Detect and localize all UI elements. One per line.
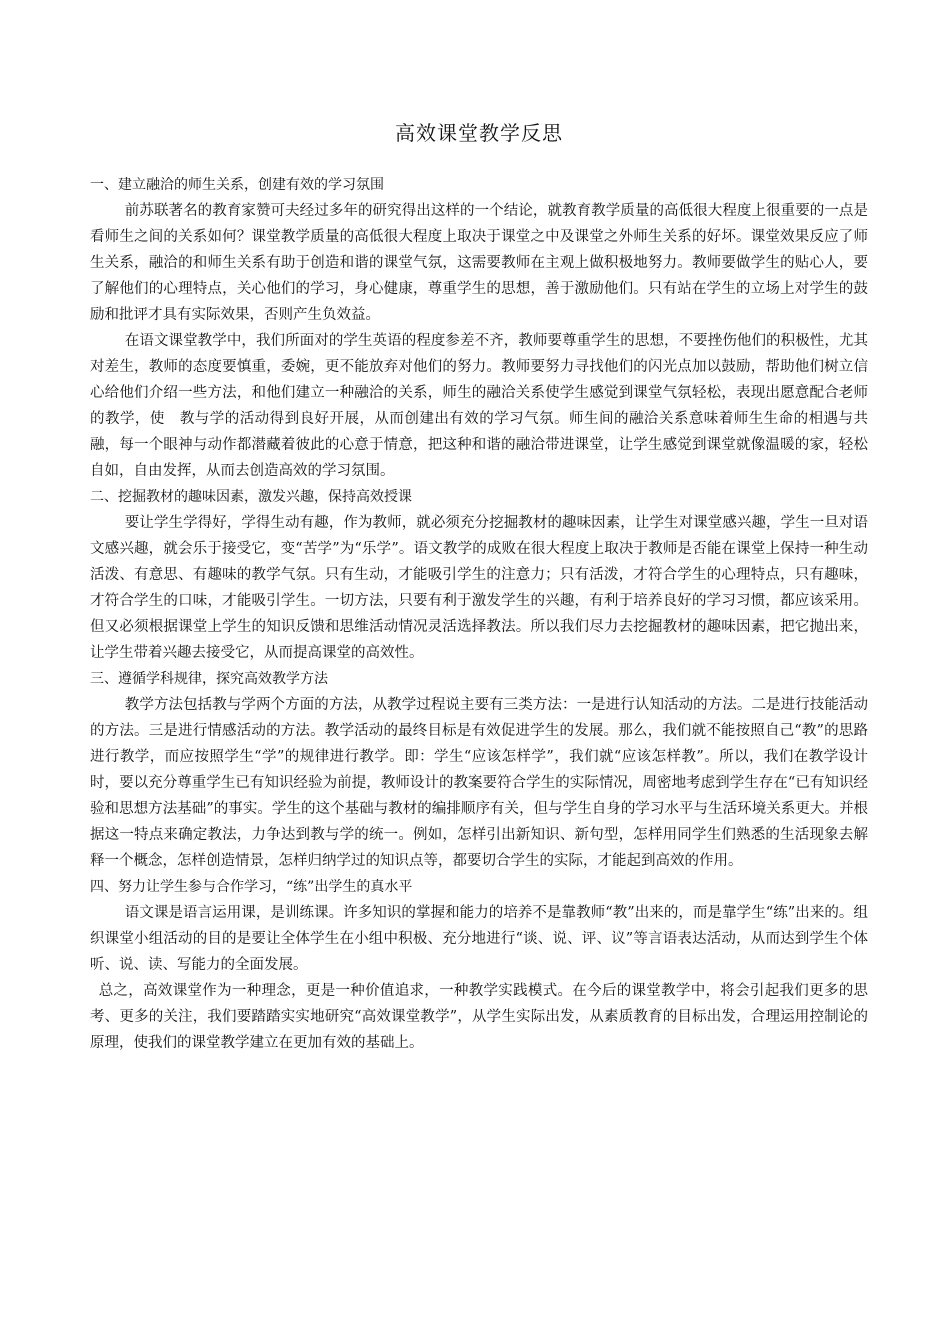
paragraph: 要让学生学得好，学得生动有趣，作为教师，就必须充分挖掘教材的趣味因素，让学生对课堂感兴趣，学生一旦对语文感兴趣，就会乐于接受它，变“苦学”为“乐学”。语文教学的成败在很大程度上取决于教师是否能在课堂上保持一种生动活泼、有意思、有趣味的教学气氛。只有生动，才能吸引学生的注意力；只有活泼，才符合学生的心理特点，只有趣味，才符合学生的口味，才能吸引学生。一切方法，只要有利于激发学生的兴趣，有利于培养良好的学习习惯，都应该采用。但又必须根据课堂上学生的知识反馈和思维活动情况灵活选择教法。所以我们尽力去挖掘教材的趣味因素，把它抛出来，让学生带着兴趣去接受它，从而提高课堂的高效性。	[90, 515, 868, 661]
section-4	[90, 874, 868, 978]
conclusion-paragraph: 总之，高效课堂作为一种理念，更是一种价值追求，一种教学实践模式。在今后的课堂教学中，将会引起我们更多的思考、更多的关注，我们要踏踏实实地研究“高效课堂教学”，从学生实际出发，从素质教育的目标出发，合理运用控制论的原理，使我们的课堂教学建立在更加有效的基础上。	[90, 983, 868, 1051]
section-2	[90, 484, 868, 666]
paragraph: 语文课是语言运用课，是训练课。许多知识的掌握和能力的培养不是靠教师“教”出来的，而是靠学生“练”出来的。组织课堂小组活动的目的是要让全体学生在小组中积极、充分地进行“谈、说、评、议”等言语表达活动，从而达到学生个体听、说、读、写能力的全面发展。	[90, 905, 868, 973]
section-heading: 四、努力让学生参与合作学习，“练”出学生的真水平	[90, 879, 413, 895]
section-3	[90, 666, 868, 874]
document-title: 高效课堂教学反思	[395, 121, 563, 145]
paragraph: 前苏联著名的教育家赞可夫经过多年的研究得出这样的一个结论，就教育教学质量的高低很大程度上很重要的一点是看师生之间的关系如何？课堂教学质量的高低很大程度上取决于课堂之中及课堂之外师生关系的好坏。课堂效果反应了师生关系，融洽的和师生关系有助于创造和谐的课堂气氛，这需要教师在主观上做积极地努力。教师要做学生的贴心人，要了解他们的心理特点，关心他们的学习，身心健康，尊重学生的思想，善于激励他们。只有站在学生的立场上对学生的鼓励和批评才具有实际效果，否则产生负效益。	[90, 203, 868, 323]
paragraph: 教学方法包括教与学两个方面的方法，从教学过程说主要有三类方法：一是进行认知活动的方法。二是进行技能活动的方法。三是进行情感活动的方法。教学活动的最终目标是有效促进学生的发展。那么，我们就不能按照自己“教”的思路进行教学，而应按照学生“学”的规律进行教学。即：学生“应该怎样学”，我们就“应该怎样教”。所以，我们在教学设计时，要以充分尊重学生已有知识经验为前提，教师设计的教案要符合学生的实际情况，周密地考虑到学生存在“已有知识经验和思想方法基础”的事实。学生的这个基础与教材的编排顺序有关，但与学生自身的学习水平与生活环境关系更大。并根据这一特点来确定教法，力争达到教与学的统一。例如，怎样引出新知识、新句型，怎样用同学生们熟悉的生活现象去解释一个概念，怎样创造情景，怎样归纳学过的知识点等，都要切合学生的实际，才能起到高效的作用。	[90, 697, 868, 869]
section-heading: 一、建立融洽的师生关系，创建有效的学习氛围	[90, 177, 384, 193]
document-page	[90, 118, 868, 1056]
section-heading: 三、遵循学科规律，探究高效教学方法	[90, 671, 328, 687]
section-1	[90, 172, 868, 484]
section-heading: 二、挖掘教材的趣味因素，激发兴趣，保持高效授课	[90, 489, 412, 505]
paragraph: 在语文课堂教学中，我们所面对的学生英语的程度参差不齐，教师要尊重学生的思想，不要挫伤他们的积极性，尤其对差生，教师的态度要慎重，委婉，更不能放弃对他们的努力。教师要努力寻找他们的闪光点加以鼓励，帮助他们树立信心给他们介绍一些方法，和他们建立一种融洽的关系，师生的融洽关系使学生感觉到课堂气氛轻松，表现出愿意配合老师的教学，使 教与学的活动得到良好开展，从而创建出有效的学习气氛。师生间的融洽关系意味着师生生命的相遇与共融，每一个眼神与动作都潜藏着彼此的心意于情意，把这种和谐的融洽带进课堂，让学生感觉到课堂就像温暖的家，轻松自如，自由发挥，从而去创造高效的学习氛围。	[90, 333, 868, 479]
